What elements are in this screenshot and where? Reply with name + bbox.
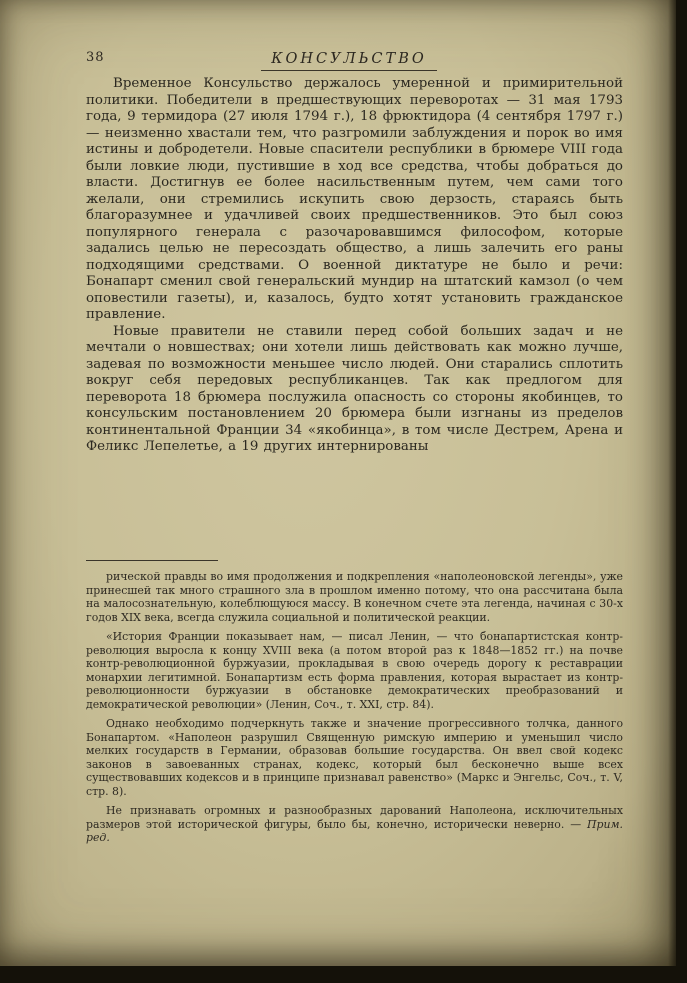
running-title-text: КОНСУЛЬСТВО — [261, 51, 437, 71]
main-text-block — [86, 76, 623, 456]
paragraph: Новые правители не ставили перед собой больших задач и не мечтали о новшествах; они хотели лишь действовать как можно лучше, задевая по возможности меньшее число людей. Они старались сплотить вокруг себя передовых республиканцев. Так как предлогом для переворота 18 брюмера послужила опасность со стороны якобинцев, то консульским постановлением 20 брюмера были изгнаны из пределов континентальной Франции 34 «якобинца», в том числе Дестрем, Арена и Феликс Лепелетье, а 19 других интернированы — [86, 323, 623, 454]
footnote-separator-rule — [86, 560, 218, 561]
paragraph: Временное Консульство держалось умеренной и примирительной политики. Победители в предшествующих переворотах — 31 мая 1793 года, 9 термидора (27 июля 1794 г.), 18 фрюктидора (4 сентября 1797 г.) — неизменно хвастали тем, что разгромили заблуждения и порок во имя истины и добродетели. Новые спасители республики в брюмере VIII года были ловкие люди, пустившие в ход все средства, чтобы добраться до власти. Достигнув ее более насильственным путем, чем сами того желали, они стремились искупить свою дерзость, стараясь быть благоразумнее и удачливей своих предшественников. Это был союз популярного генерала с разочаровавшимся философом, которые задались целью не пересоздать общество, а лишь залечить его раны подходящими средствами. О военной диктатуре не было и речи: Бонапарт сменил свой генеральский мундир на штатский камзол (о чем оповестили газеты), и, казалось, будто хотят установить гражданское правление. — [86, 76, 623, 322]
footnote-paragraph: «История Франции показывает нам, — писал Ленин, — что бонапартистская контр-революция выросла к концу XVIII века (а потом второй раз к 1848—1852 гг.) на почве контр-революционной буржуазии, прокладывая в свою очередь дорогу к реставрации монархии легитимной. Бонапартизм есть форма правления, которая вырастает из контр-революционности буржуазии в обстановке демократических преобразований и демократической революции» (Ленин, Соч., т. XXI, стр. 84). — [86, 630, 623, 711]
footnote-block — [86, 570, 623, 851]
running-title — [86, 48, 612, 71]
footnote-paragraph: рической правды во имя продолжения и подкрепления «наполеоновской легенды», уже принесшей так много страшного зла в прошлом именно потому, что она рассчитана была на малосознательную, колеблющуюся массу. В конечном счете эта легенда, начиная с 30-х годов XIX века, всегда служила социальной и политической реакции. — [86, 570, 623, 624]
footnote-paragraph — [86, 804, 623, 845]
page-number: 38 — [86, 50, 105, 65]
page-header — [86, 48, 612, 68]
footnote-paragraph: Однако необходимо подчеркнуть также и значение прогрессивного толчка, данного Бонапартом. «Наполеон разрушил Священную римскую империю и уменьшил число мелких государств в Германии, образовав большие государства. Он ввел свой кодекс законов в завоеванных странах, кодекс, который был бесконечно выше всех существовавших кодексов и в принципе признавал равенство» (Маркс и Энгельс, Соч., т. V, стр. 8). — [86, 717, 623, 798]
editor-signature: — Прим. ред. — [86, 817, 624, 844]
footnote-text: Не признавать огромных и разнообразных дарований Наполеона, исключительных размеров этой исторической фигуры, было бы, конечно, исторически неверно. — [86, 804, 623, 831]
